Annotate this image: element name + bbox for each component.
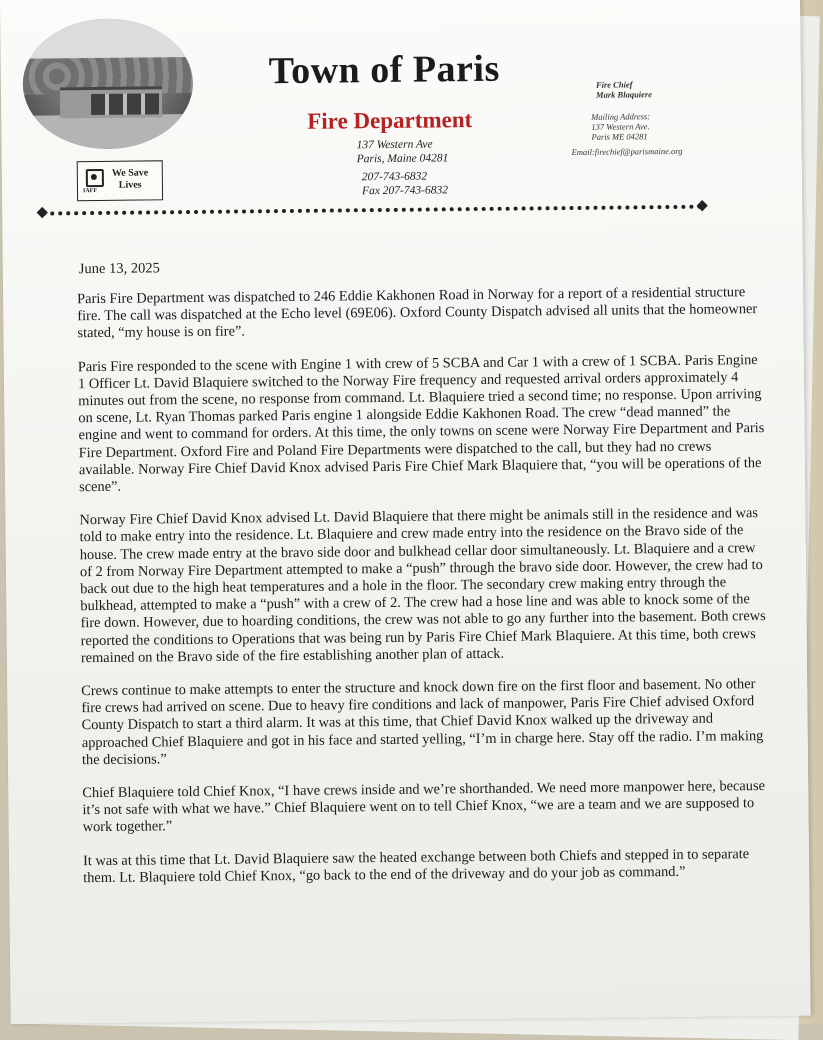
- badge-line1: We Save: [111, 167, 149, 179]
- mailing-line1: 137 Western Ave.: [591, 121, 650, 132]
- department-phones: [362, 169, 448, 198]
- paragraph-6: It was at this time that Lt. David Blaquiere saw the heated exchange between both Chiefs and stepped in to separate them. Lt. Blaquiere told Chief Knox, “go back to the end of the driveway and do your job as command.”: [82, 845, 750, 887]
- paragraph-1: Paris Fire Department was dispatched to 246 Eddie Kakhonen Road in Norway for a report of a residential structure fire. The call was dispatched at the Echo level (69E06). Oxford County Dispatch advised all units that the homeowner stated, “my house is on fire”.: [77, 284, 758, 342]
- address-line2: Paris, Maine 04281: [356, 152, 449, 166]
- fax-number: Fax 207-743-6832: [361, 184, 449, 198]
- paragraph-2: Paris Fire responded to the scene with Engine 1 with crew of 5 SCBA and Car 1 with a crew of 1 SCBA. Paris Engine 1 Officer Lt. David Blaquiere switched to the Norway Fire frequency and requested arrival orders approximately 4 minutes out from the scene, no response from command. Lt. Blaquiere tried a second time; no response. Upon arriving on scene, Lt. Ryan Thomas parked Paris engine 1 alongside Eddie Kakhonen Road. The crew “dead manned” the engine and went to command for orders. At this time, the only towns on scene were Norway Fire Department and Paris Fire Department. Oxford Fire and Poland Fire Departments were dispatched to the call, but they had no crews available. Norway Fire Chief David Knox advised Paris Fire Chief Mark Blaquiere that, “you will be operations of the scene”.: [77, 351, 765, 496]
- department-address: [356, 137, 448, 166]
- iaff-emblem-icon: [86, 169, 104, 187]
- mailing-line2: Paris ME 04281: [591, 131, 648, 142]
- badge-line2: Lives: [118, 179, 142, 191]
- letter-date: June 13, 2025: [78, 260, 160, 278]
- we-save-lives-badge: [77, 160, 163, 201]
- emblem-text: IAFF: [82, 187, 98, 195]
- chief-title: Fire Chief: [595, 79, 633, 90]
- divider-diamond-right-icon: [697, 200, 708, 211]
- phone-number: 207-743-6832: [361, 170, 428, 184]
- paragraph-4: Crews continue to make attempts to enter the structure and knock down fire on the first floor and basement. No other fire crews had arrived on scene. Due to heavy fire conditions and lack of manpower, Paris Fire Chief advised Oxford County Dispatch to start a third alarm. It was at this time, that Chief David Knox walked up the driveway and approached Chief Blaquiere and got in his face and started yelling, “I’m in charge here. Stay off the radio. I’m making the decisions.”: [81, 676, 764, 769]
- mailing-label: Mailing Address:: [591, 111, 651, 122]
- fire-station-logo: [22, 18, 193, 150]
- address-line1: 137 Western Ave: [356, 138, 433, 152]
- paragraph-5: Chief Blaquiere told Chief Knox, “I have crews inside and we’re shorthanded. We need more manpower here, because it’s not safe with what we have.” Chief Blaquiere went on to tell Chief Knox, “we are a team and we are supposed to work together.”: [82, 778, 766, 836]
- letterhead-divider: [42, 205, 702, 216]
- mailing-block: [591, 111, 650, 142]
- chief-name: Mark Blaquiere: [595, 89, 653, 100]
- letterhead-title: Town of Paris: [268, 47, 500, 93]
- letterhead-subtitle: Fire Department: [307, 107, 473, 134]
- chief-block: [596, 79, 652, 100]
- badge-text: [112, 167, 149, 191]
- email-address: Email:firechief@parismaine.org: [571, 145, 683, 158]
- paragraph-3: Norway Fire Chief David Knox advised Lt. David Blaquiere that there might be animals still in the residence and was told to make entry into the residence. Lt. Blaquiere and crew made entry into the residence on the Bravo side of the house. The crew made entry at the bravo side door and bulkhead cellar door simultaneously. Lt. Blaquiere and a crew of 2 from Norway Fire Department attempted to make a “push” through the bravo side door. However, the crew had to back out due to the high heat temperatures and a hole in the floor. The secondary crew making entry through the bulkhead, attempted to make a “push” with a crew of 2. The crew had a hose line and was able to knock some of the fire down. However, due to hoarding conditions, the crew was not able to go any further into the basement. Both crews reported the conditions to Operations that was being run by Paris Fire Chief Mark Blaquiere. At this time, both crews remained on the Bravo side of the fire establishing another plan of attack.: [79, 505, 766, 667]
- divider-diamond-left-icon: [37, 207, 48, 218]
- letter-body: [77, 284, 773, 903]
